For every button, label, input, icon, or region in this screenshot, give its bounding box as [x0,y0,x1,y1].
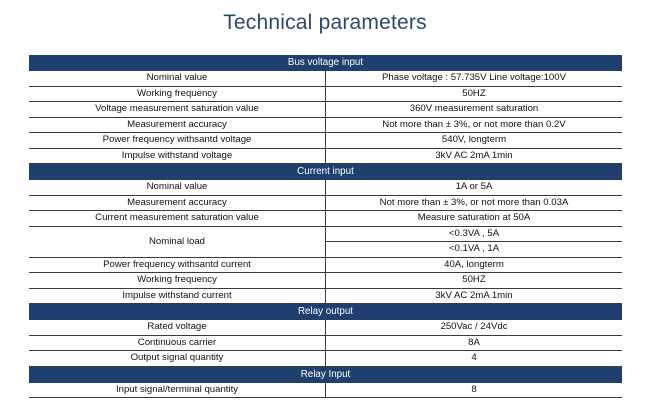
table-row [29,87,622,103]
row-value: <0.3VA , 5A [326,227,622,243]
row-value: 250Vac / 24Vdc [440,321,508,332]
table-row [29,258,622,274]
row-value: 540V, longterm [441,134,507,145]
row-value: 1A or 5A [455,181,493,192]
row-label: Nominal value [29,180,326,195]
row-value: 360V measurement saturation [409,103,539,114]
table-row [29,133,622,149]
row-value: Phase voltage : 57.735V Line voltage:100V [381,72,567,83]
row-value: 3kV AC 2mA 1min [435,289,513,301]
row-value: 8 [471,383,477,395]
row-label: Power frequency withsantd voltage [29,133,326,148]
row-value: 4 [471,352,477,363]
table-row [29,273,622,289]
section-header-current-input: Current input [29,164,622,180]
row-label: Current measurement saturation value [29,211,326,226]
section-header-relay-output: Relay output [29,304,622,320]
row-value-group [326,227,622,257]
row-label: Power frequency withsantd current [29,258,326,273]
table-row [29,71,622,87]
row-label: Working frequency [29,273,326,288]
row-label: Input signal/terminal quantity [29,383,326,398]
row-value: 50HZ [462,87,486,99]
row-value: 40A, longterm [444,258,504,270]
row-label: Nominal value [29,71,326,86]
row-label: Nominal load [29,227,326,257]
row-label: Impulse withstand current [29,289,326,304]
parameters-table [29,55,622,398]
row-value: <0.1VA , 1A [448,243,500,254]
table-row [29,102,622,118]
table-row [29,336,622,352]
row-value: 3kV AC 2mA 1min [435,149,513,161]
row-label: Measurement accuracy [29,118,326,133]
section-header-bus-voltage: Bus voltage input [29,55,622,71]
row-label: Measurement accuracy [29,196,326,211]
row-value: 8A [468,336,480,348]
table-row [29,211,622,227]
table-row [29,289,622,305]
table-row [29,196,622,212]
row-label: Working frequency [29,87,326,102]
table-row [29,383,622,399]
table-row-nominal-load [29,227,622,258]
table-row [29,180,622,196]
row-value: Not more than ± 3%, or not more than 0.2V [382,118,566,130]
section-header-relay-input: Relay Input [29,367,622,383]
row-label: Rated voltage [29,320,326,335]
row-label: Voltage measurement saturation value [29,102,326,117]
table-row [29,351,622,367]
row-value: 50HZ [462,274,486,285]
row-value: Measure saturation at 50A [417,212,531,223]
row-label: Impulse withstand voltage [29,149,326,164]
table-row [29,149,622,165]
row-label: Continuous carrier [29,336,326,351]
row-value: Not more than ± 3%, or not more than 0.03A [379,196,569,208]
table-row [29,320,622,336]
row-label: Output signal quantity [29,351,326,366]
table-row [29,118,622,134]
page-title: Technical parameters [223,11,427,34]
